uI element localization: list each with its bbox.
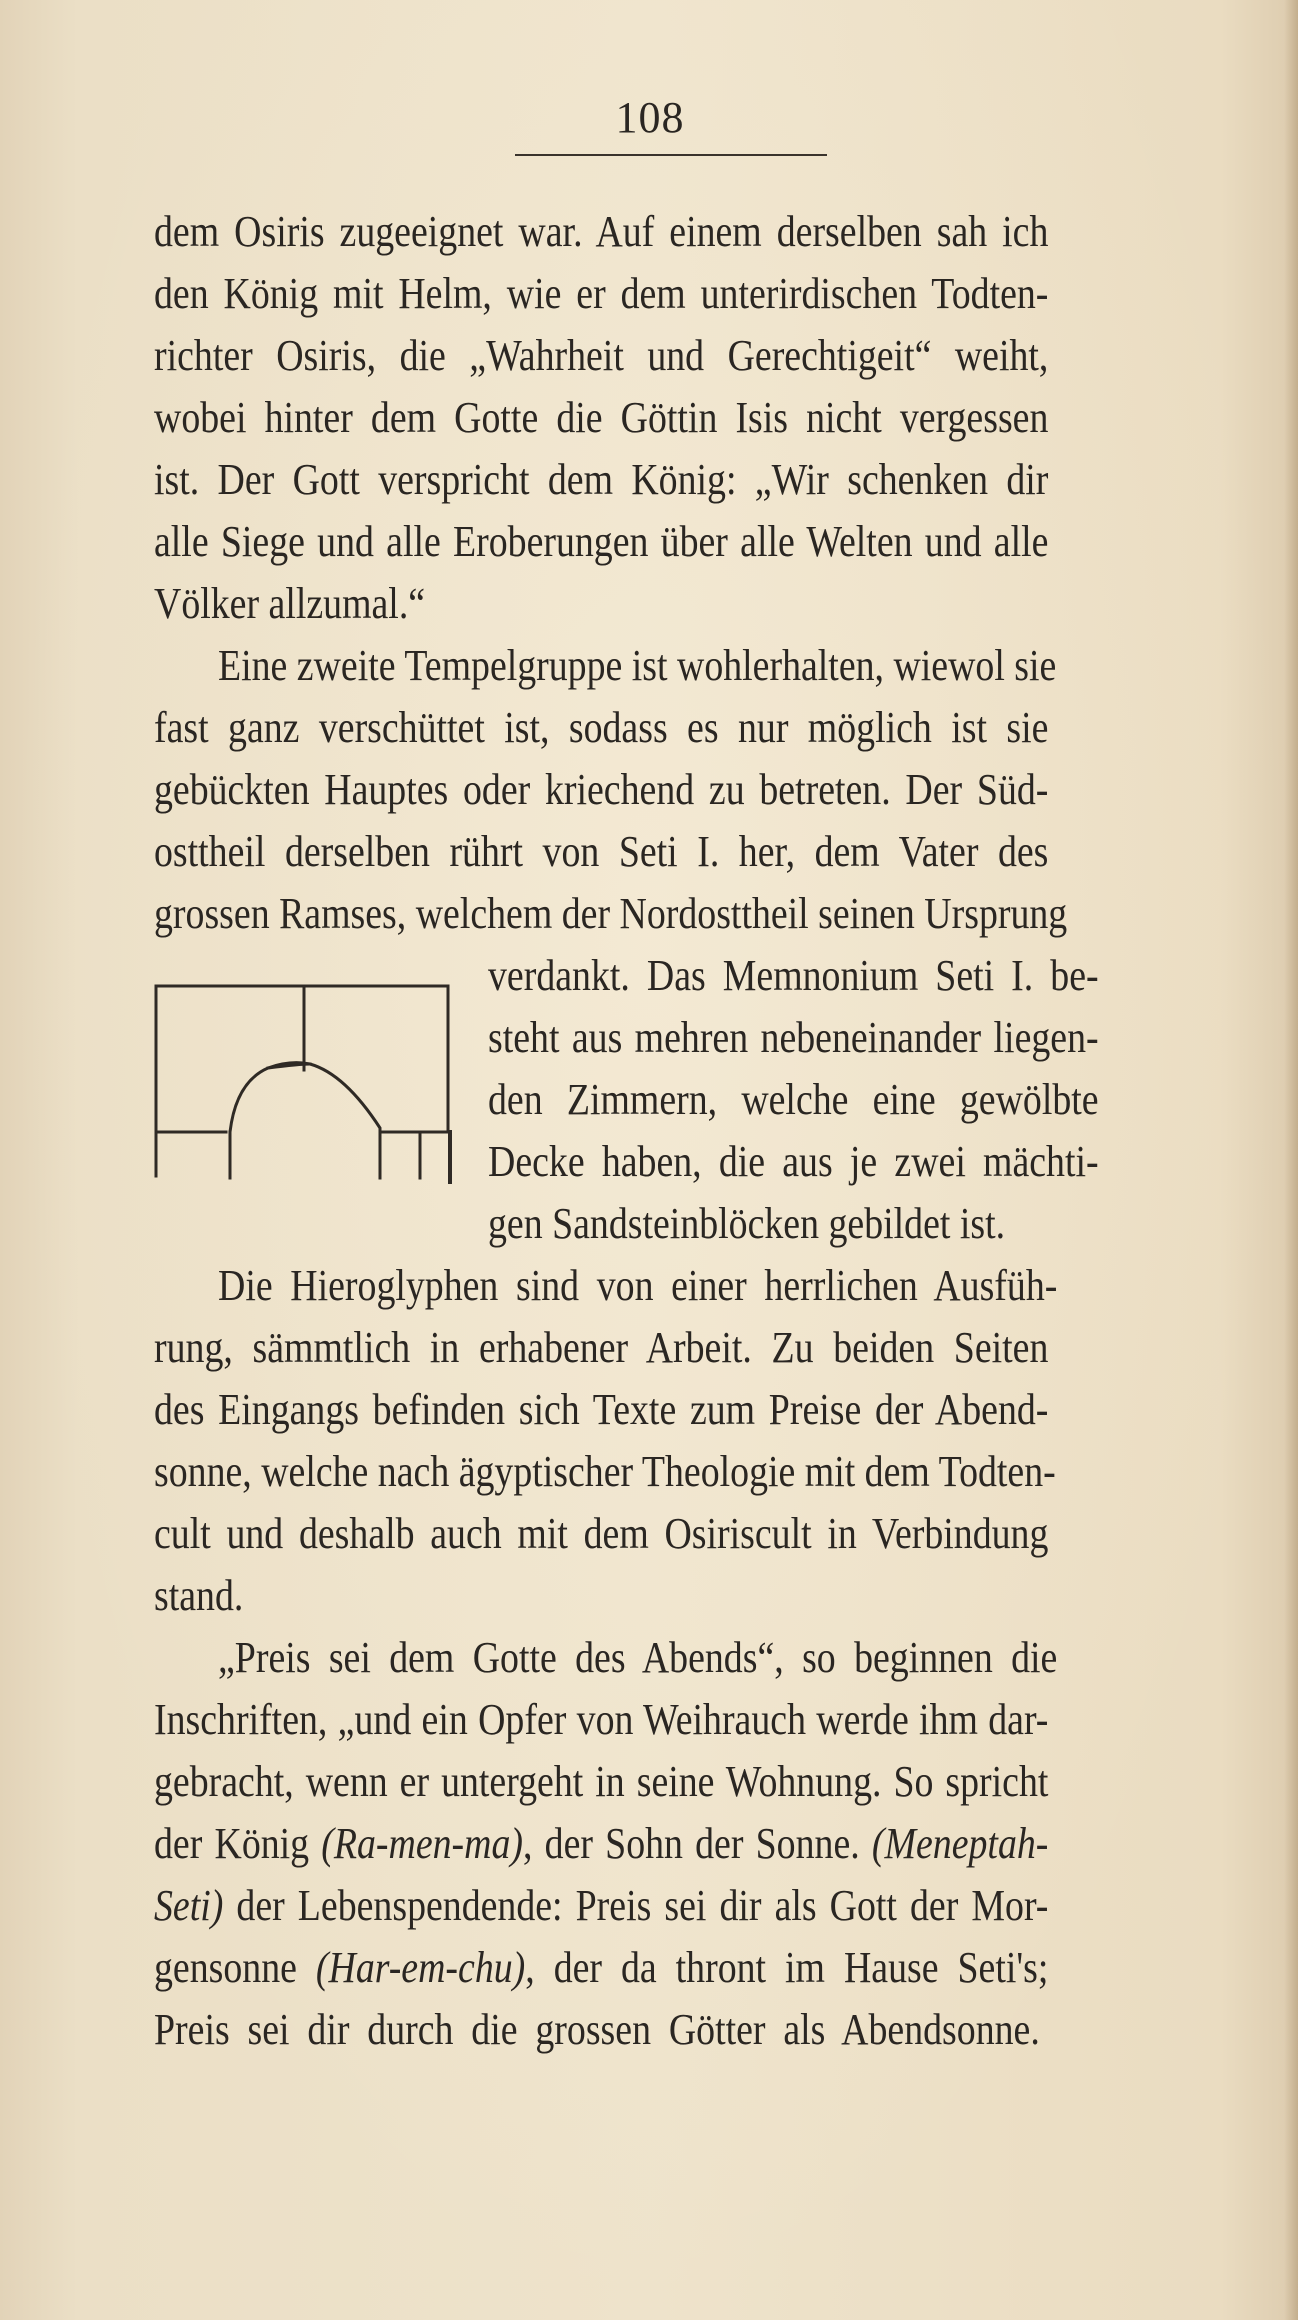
italic-name: Seti): [154, 1881, 224, 1930]
text-line: Völker allzumal.“: [154, 579, 426, 628]
text-line: richter Osiris, die „Wahrheit und Gerechtigeit“ weiht,: [154, 331, 1049, 380]
text-line: stand.: [154, 1571, 244, 1620]
text-line: Eine zweite Tempelgruppe ist wohlerhalten, wiewol sie: [218, 641, 1057, 690]
text-line: Decke haben, die aus je zwei mächti-: [488, 1137, 1099, 1186]
text-line: sonne, welche nach ägyptischer Theologie mit dem Todten-: [154, 1447, 1056, 1496]
text-line: gebracht, wenn er untergeht in seine Wohnung. So spricht: [154, 1757, 1049, 1806]
text-span: gensonne: [154, 1943, 316, 1992]
text-line: osttheil derselben rührt von Seti I. her, dem Vater des: [154, 827, 1049, 876]
text-line: den König mit Helm, wie er dem unterirdischen Todten-: [154, 269, 1049, 318]
text-line: fast ganz verschüttet ist, sodass es nur möglich ist sie: [154, 703, 1049, 752]
vaulted-chamber-diagram: [150, 982, 460, 1192]
text-span: der König: [154, 1819, 322, 1868]
text-line: Preis sei dir durch die grossen Götter als Abendsonne.: [154, 2005, 1040, 2054]
text-line: gebückten Hauptes oder kriechend zu betreten. Der Süd-: [154, 765, 1049, 814]
header-rule: [515, 154, 827, 156]
text-line: [154, 1818, 1048, 1870]
text-span: , der da thront im Hause Seti's;: [525, 1943, 1049, 1992]
text-span: , der Sohn der Sonne.: [523, 1819, 872, 1868]
text-line: „Preis sei dem Gotte des Abends“, so beginnen die: [218, 1633, 1058, 1682]
text-line: den Zimmern, welche eine gewölbte: [488, 1075, 1099, 1124]
text-line: rung, sämmtlich in erhabener Arbeit. Zu beiden Seiten: [154, 1323, 1049, 1372]
text-line: [154, 1942, 1048, 1994]
text-line: Inschriften, „und ein Opfer von Weihrauch werde ihm dar-: [154, 1695, 1049, 1744]
italic-name: (Har-em-chu): [315, 1943, 526, 1992]
italic-name: (Meneptah-: [871, 1819, 1049, 1868]
text-line: wobei hinter dem Gotte die Göttin Isis nicht vergessen: [154, 393, 1049, 442]
text-line: ist. Der Gott verspricht dem König: „Wir schenken dir: [154, 455, 1049, 504]
italic-name: (Ra-men-ma): [321, 1819, 524, 1868]
text-line: cult und deshalb auch mit dem Osiriscult in Verbindung: [154, 1509, 1049, 1558]
text-line: des Eingangs befinden sich Texte zum Preise der Abend-: [154, 1385, 1049, 1434]
text-line: steht aus mehren nebeneinander liegen-: [488, 1013, 1099, 1062]
text-line: [154, 1880, 1048, 1932]
text-line: alle Siege und alle Eroberungen über alle Welten und alle: [154, 517, 1049, 566]
text-line: Die Hieroglyphen sind von einer herrlichen Ausfüh-: [218, 1261, 1058, 1310]
text-span: der Lebenspendende: Preis sei dir als Gott der Mor-: [223, 1881, 1049, 1930]
page-number: 108: [615, 93, 685, 142]
text-line: gen Sandsteinblöcken gebildet ist.: [488, 1199, 1006, 1248]
page-edge-shadow: [1284, 0, 1298, 2320]
text-line: grossen Ramses, welchem der Nordosttheil seinen Ursprung: [154, 889, 1068, 938]
text-line: dem Osiris zugeeignet war. Auf einem derselben sah ich: [154, 207, 1049, 256]
text-line: verdankt. Das Memnonium Seti I. be-: [488, 951, 1099, 1000]
